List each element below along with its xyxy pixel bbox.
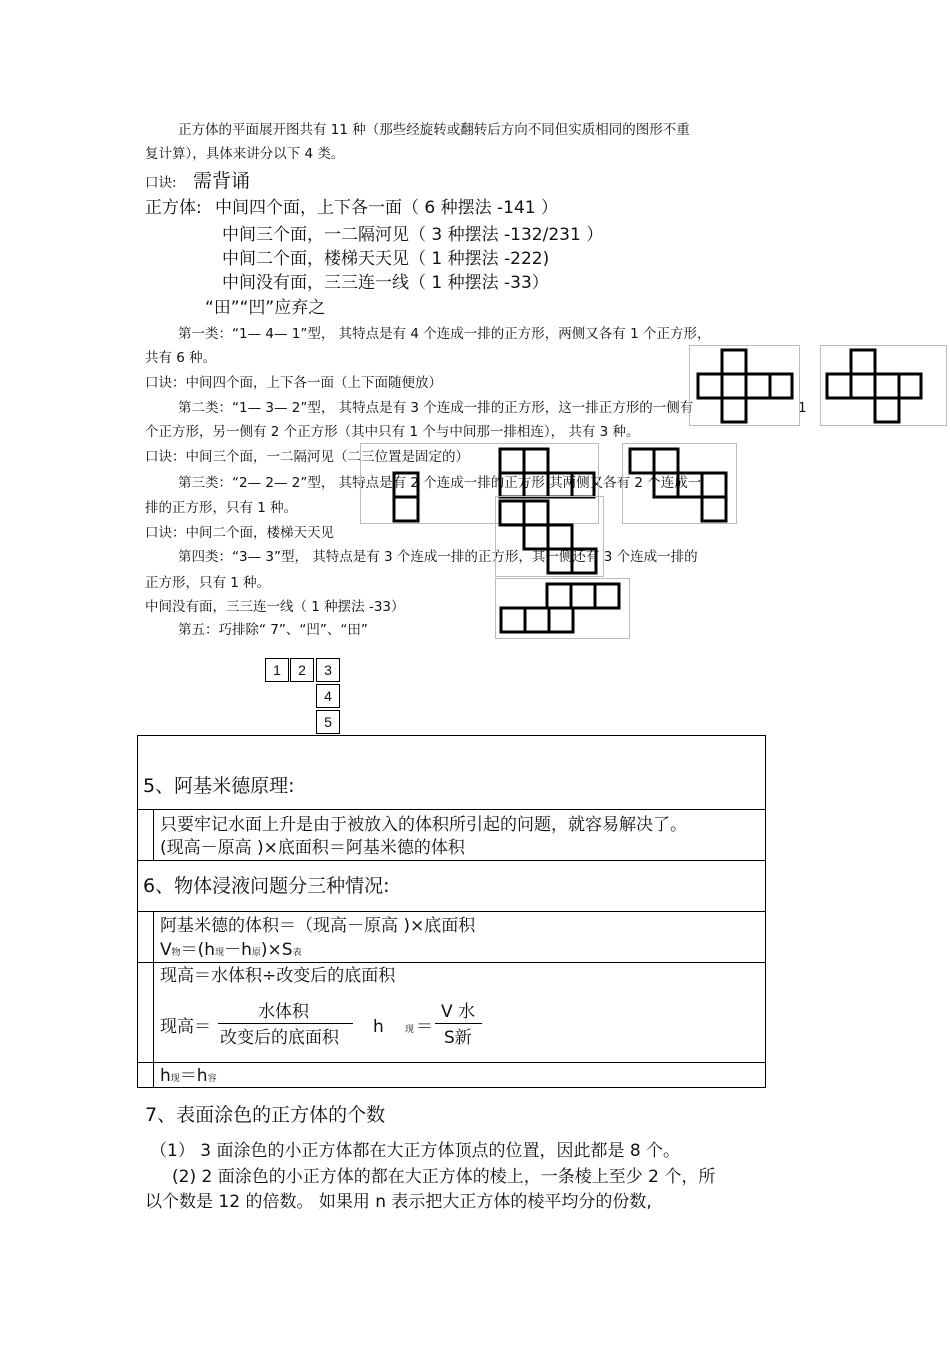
section-6-formula-3: 现高＝水体积÷改变后的底面积 xyxy=(160,966,396,986)
table-divider xyxy=(137,911,766,912)
table-divider xyxy=(137,809,766,810)
category-4-line-1: 第四类：“3— 3”型， 其特点是有 3 个连成一排的正方形，其一侧还有 3 个连成一排的 xyxy=(178,549,698,565)
section-7-para-2-line-2: 以个数是 12 的倍数。 如果用 n 表示把大正方体的棱平均分的份数, xyxy=(145,1192,652,1212)
fraction-lhs: 现高＝ xyxy=(160,1017,211,1037)
mnemonic-row-2: 中间三个面，一二隔河见（ 3 种摆法 -132/231 ） xyxy=(222,225,604,245)
section-6-formula-4: h现＝h容 xyxy=(160,1066,217,1086)
section-6-formula-1: 阿基米德的体积＝（现高－原高 )×底面积 xyxy=(160,916,476,936)
intro-line-1: 正方体的平面展开图共有 11 种（那些经旋转或翻转后方向不同但实质相同的图形不重 xyxy=(178,122,690,138)
mnemonic-row-4: 中间没有面，三三连一线（ 1 种摆法 -33） xyxy=(222,273,549,293)
grid-cell-3: 3 xyxy=(316,658,340,682)
net-figure-141-a xyxy=(689,345,801,427)
category-5: 第五：巧排除“ 7”、“凹”、“田” xyxy=(178,622,368,638)
grid-cell-1: 1 xyxy=(265,658,289,682)
net-figure-33 xyxy=(495,578,631,640)
mnemonic-heading: 需背诵 xyxy=(193,170,251,192)
section-7-title: 7、表面涂色的正方体的个数 xyxy=(145,1104,386,1126)
fraction-2-bar xyxy=(435,1023,482,1024)
category-3-mnemonic: 口诀：中间二个面，楼梯天天见 xyxy=(145,525,334,541)
fraction-2-h: h xyxy=(373,1017,384,1037)
fraction-bar xyxy=(218,1023,353,1024)
section-6-formula-2: V物＝(h现－h原)×S表 xyxy=(160,940,302,960)
table-divider xyxy=(137,962,766,963)
fraction-2-h-sub: 现 xyxy=(405,1025,415,1035)
mnemonic-label: 口诀: xyxy=(145,175,177,191)
section-5-title: 5、阿基米德原理: xyxy=(143,775,295,797)
cube-prefix: 正方体: xyxy=(145,198,202,218)
category-3-line-2: 排的正方形，只有 1 种。 xyxy=(145,500,298,516)
net-figure-141-b xyxy=(820,345,948,427)
fraction-numerator: 水体积 xyxy=(258,1002,309,1022)
table-divider xyxy=(137,860,766,861)
grid-cell-4: 4 xyxy=(316,684,340,708)
net-figure-231 xyxy=(622,443,738,525)
intro-line-2: 复计算），具体来讲分以下 4 类。 xyxy=(145,146,345,162)
table-column-line xyxy=(153,911,154,1088)
category-1-mnemonic: 口诀：中间四个面，上下各一面（上下面随便放） xyxy=(145,375,442,391)
grid-cell-2: 2 xyxy=(290,658,314,682)
section-6-title: 6、物体浸液问题分三种情况: xyxy=(143,875,390,897)
section-7-para-2-line-1: (2) 2 面涂色的小正方体的都在大正方体的棱上，一条棱上至少 2 个，所 xyxy=(172,1167,716,1187)
table-divider xyxy=(137,1062,766,1063)
discard-note: “田”“凹”应弃之 xyxy=(205,298,326,318)
fraction-2-denominator: S新 xyxy=(444,1028,472,1048)
fraction-2-numerator: V 水 xyxy=(441,1002,476,1022)
fraction-2-eq: ＝ xyxy=(416,1017,433,1037)
category-1-line-1: 第一类：“1— 4— 1”型， 其特点是有 4 个连成一排的正方形，两侧又各有 1 个正方形， xyxy=(178,326,711,342)
category-2-num: 1 xyxy=(798,400,807,416)
net-figure-222 xyxy=(495,496,605,578)
category-4-line-2: 正方形，只有 1 种。 xyxy=(145,575,271,591)
fraction-denominator: 改变后的底面积 xyxy=(220,1028,339,1048)
table-column-line xyxy=(153,809,154,860)
grid-cell-5: 5 xyxy=(316,710,340,734)
category-4-mnemonic: 中间没有面，三三连一线（ 1 种摆法 -33） xyxy=(145,599,405,615)
category-2-mnemonic: 口诀：中间三个面，一二隔河见（二三位置是固定的） xyxy=(145,449,469,465)
mnemonic-row-1: 中间四个面，上下各一面（ 6 种摆法 -141 ） xyxy=(215,198,559,218)
mnemonic-row-3: 中间二个面，楼梯天天见（ 1 种摆法 -222) xyxy=(222,249,550,269)
category-3-line-1: 第三类：“2— 2— 2”型， 其特点是有 2 个连成一排的正方形 其两侧又各有 2 个连成一 xyxy=(178,475,702,491)
category-1-line-2: 共有 6 种。 xyxy=(145,350,217,366)
section-7-para-1: （1） 3 面涂色的小正方体都在大正方体顶点的位置，因此都是 8 个。 xyxy=(150,1141,681,1161)
section-5-line-1: 只要牢记水面上升是由于被放入的体积所引起的问题，就容易解决了。 xyxy=(160,815,687,835)
category-2-line-1: 第二类：“1— 3— 2”型， 其特点是有 3 个连成一排的正方形，这一排正方形的一侧有 xyxy=(178,400,694,416)
category-2-line-2: 个正方形，另一侧有 2 个正方形（其中只有 1 个与中间那一排相连）， 共有 3 种。 xyxy=(145,424,640,440)
section-5-line-2: (现高－原高 )×底面积＝阿基米德的体积 xyxy=(160,838,465,858)
